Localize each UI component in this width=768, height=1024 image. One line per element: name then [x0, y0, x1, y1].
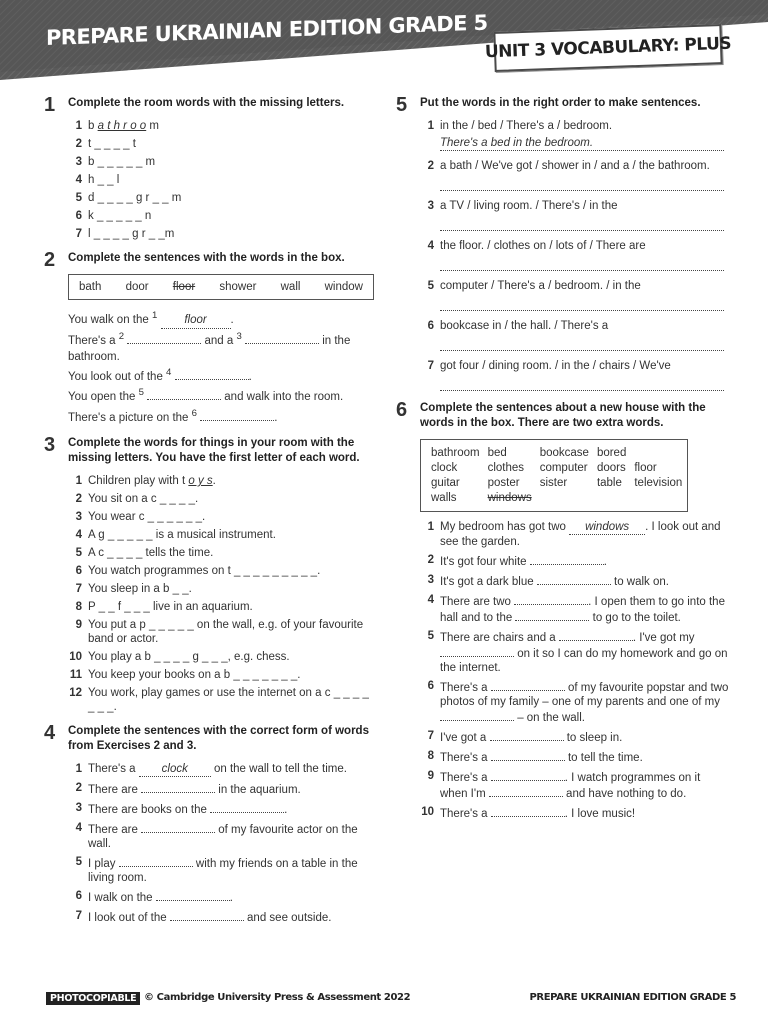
- text-segment: You walk on the: [68, 313, 152, 326]
- text-segment: and see outside.: [243, 912, 332, 925]
- example-answer-line: There's a bed in the bedroom.: [440, 136, 724, 151]
- answer-blank[interactable]: [515, 609, 589, 621]
- text-segment: There are: [88, 784, 142, 797]
- word-box-item: television: [634, 477, 683, 489]
- exercise-5: [396, 96, 730, 391]
- word-box-item: shower: [219, 281, 257, 293]
- item-text: [440, 593, 730, 625]
- exercise-items: [68, 474, 374, 714]
- gap-number: 3: [236, 331, 242, 343]
- answer-wrap: [420, 173, 730, 191]
- answer-blank[interactable]: [127, 332, 201, 344]
- item-number: 4: [75, 174, 82, 186]
- item-number: 3: [75, 511, 82, 524]
- exercise-number: 6: [396, 399, 408, 421]
- copyright-text: © Cambridge University Press & Assessment 2022: [144, 992, 411, 1003]
- word-box-item: poster: [487, 477, 520, 489]
- example-answer: clock: [139, 762, 211, 777]
- gap-number: 5: [138, 387, 144, 399]
- word-box-item: sister: [539, 477, 568, 489]
- item-number: 10: [421, 806, 434, 818]
- exercise-number: 5: [396, 94, 408, 116]
- list-item: [68, 762, 374, 777]
- list-item: [68, 474, 374, 488]
- text-segment: on it so I can do my homework and go on the internet.: [440, 648, 728, 674]
- list-item: [68, 546, 374, 560]
- item-text: [440, 805, 730, 821]
- text-segment: There's a picture on the: [68, 411, 192, 424]
- item-number: 2: [75, 138, 82, 150]
- list-item: [68, 510, 374, 524]
- text-segment: There's a: [88, 763, 139, 776]
- word-box-item: door: [125, 281, 149, 293]
- item-text: [88, 889, 374, 905]
- list-item: [420, 359, 730, 391]
- item-prefix: Children play with t: [88, 475, 189, 488]
- answer-wrap: [420, 213, 730, 231]
- item-text[interactable]: l _ _ _ _ g r _ _m: [88, 228, 175, 240]
- gapfill-line: [68, 350, 374, 366]
- item-text[interactable]: You put a p _ _ _ _ _ on the wall, e.g. of your favourite band or actor.: [88, 619, 364, 646]
- item-number: 11: [69, 669, 82, 682]
- text-segment: There's a: [440, 682, 491, 694]
- item-text[interactable]: b _ _ _ _ _ m: [88, 156, 156, 168]
- list-item: [420, 553, 730, 569]
- answer-blank[interactable]: [490, 729, 564, 741]
- list-item: [68, 137, 374, 151]
- answer-blank[interactable]: [440, 645, 514, 657]
- text-segment: I walk on the: [88, 892, 156, 905]
- gapfill-line: [68, 365, 374, 385]
- exercise-items: [68, 762, 374, 925]
- answer-wrap: [420, 293, 730, 311]
- answer-blank[interactable]: [119, 855, 193, 867]
- item-number: 4: [427, 240, 434, 252]
- item-prefix: b: [88, 120, 95, 132]
- answer-blank[interactable]: [200, 409, 274, 421]
- item-number: 3: [427, 574, 434, 586]
- item-text[interactable]: P _ _ f _ _ _ live in an aquarium.: [88, 601, 253, 614]
- item-number: 6: [427, 320, 434, 332]
- answer-blank[interactable]: [141, 781, 215, 793]
- list-item: [420, 279, 730, 311]
- word-box-item: doors: [596, 462, 626, 474]
- item-number: 8: [427, 750, 434, 762]
- text-segment: It's got a dark blue: [440, 576, 537, 588]
- word-box-item: bath: [79, 281, 102, 293]
- item-number: 10: [69, 651, 82, 664]
- text-segment: to tell the time.: [564, 752, 643, 764]
- list-item: [68, 855, 374, 885]
- answer-line[interactable]: [440, 256, 724, 271]
- exercise-instruction: Complete the sentences with the correct form of words from Exercises 2 and 3.: [68, 725, 369, 753]
- item-number: 1: [75, 120, 82, 132]
- text-segment: on the wall to tell the time.: [210, 763, 347, 776]
- word-box-item: wall: [280, 281, 301, 293]
- item-text: [440, 553, 730, 569]
- list-item: [420, 199, 730, 231]
- item-text[interactable]: You play a b _ _ _ _ g _ _ _, e.g. chess.: [88, 651, 290, 664]
- item-number: 12: [69, 687, 82, 700]
- item-text: got four / dining room. / in the / chairs / We've: [440, 360, 671, 372]
- list-item: [420, 629, 730, 675]
- item-number: 6: [75, 890, 82, 903]
- header-title: PREPARE UKRAINIAN EDITION GRADE 5: [46, 10, 488, 51]
- gap-number: 2: [118, 331, 125, 343]
- text-segment: .: [603, 556, 607, 568]
- word-box-item-used: windows: [487, 492, 532, 504]
- text-segment: There are chairs and a: [440, 632, 559, 644]
- list-item: [420, 769, 730, 801]
- item-text[interactable]: You wear c _ _ _ _ _ _.: [88, 511, 206, 524]
- example-answer: o y s: [188, 475, 213, 488]
- item-number: 3: [75, 156, 82, 168]
- list-item: [68, 582, 374, 596]
- list-item: [68, 889, 374, 905]
- gapfill-line: [68, 329, 374, 349]
- item-suffix: m: [149, 120, 159, 132]
- text-segment: .: [274, 411, 278, 424]
- text-segment: and a: [201, 335, 237, 348]
- list-item: [68, 686, 374, 714]
- item-number: 1: [427, 521, 434, 533]
- list-item: [420, 729, 730, 745]
- item-number: 2: [427, 160, 434, 172]
- answer-wrap: [420, 333, 730, 351]
- answer-blank[interactable]: [530, 553, 604, 565]
- text-segment: There's a: [68, 335, 119, 348]
- item-text[interactable]: d _ _ _ _ g r _ _ m: [88, 192, 182, 204]
- item-number: 5: [75, 856, 82, 869]
- list-item: [68, 492, 374, 506]
- answer-blank[interactable]: [491, 749, 565, 761]
- text-segment: I look out of the: [88, 912, 170, 925]
- word-box-item-used: floor: [172, 281, 196, 293]
- item-text[interactable]: A g _ _ _ _ _ is a musical instrument.: [88, 529, 276, 542]
- text-segment: .: [229, 892, 233, 905]
- exercise-number: 2: [44, 249, 56, 271]
- text-segment: of my favourite actor on the wall.: [88, 824, 358, 851]
- list-item: [68, 801, 374, 817]
- text-segment: . I watch programmes on it when I'm: [440, 772, 701, 800]
- item-text: the floor. / clothes on / lots of / There are: [440, 240, 646, 252]
- item-number: 6: [75, 565, 82, 578]
- list-item: [68, 191, 374, 205]
- item-text[interactable]: You sit on a c _ _ _ _.: [88, 493, 199, 506]
- footer-book-title: PREPARE UKRAINIAN EDITION GRADE 5: [529, 992, 736, 1003]
- list-item: [68, 909, 374, 925]
- exercise-items: [420, 119, 730, 391]
- exercise-instruction: Complete the room words with the missing letters.: [68, 97, 345, 109]
- item-number: 2: [75, 782, 82, 795]
- list-item: [68, 528, 374, 542]
- item-number: 4: [75, 529, 82, 542]
- list-item: [68, 173, 374, 187]
- gap-number: 4: [166, 367, 172, 379]
- item-text: [88, 801, 374, 817]
- item-text: [88, 855, 374, 885]
- example-answer: a t h r o o: [97, 120, 147, 132]
- item-text: [440, 520, 730, 549]
- exercise-items: [420, 520, 730, 821]
- word-box-item: clothes: [487, 462, 525, 474]
- list-item: [420, 239, 730, 271]
- word-box-item: bathroom: [431, 447, 480, 459]
- word-box: [420, 439, 688, 512]
- answer-blank[interactable]: [514, 593, 588, 605]
- photocopiable-label: PHOTOCOPIABLE: [46, 992, 140, 1005]
- item-text: bookcase in / the hall. / There's a: [440, 320, 609, 332]
- item-number: 6: [75, 210, 82, 222]
- answer-blank[interactable]: [440, 709, 514, 721]
- item-number: 5: [75, 192, 82, 204]
- text-segment: My bedroom has got two: [440, 521, 570, 533]
- right-column: [396, 96, 730, 831]
- list-item: [68, 209, 374, 223]
- text-segment: I've got a: [440, 732, 490, 744]
- list-item: [68, 781, 374, 797]
- item-number: 2: [427, 554, 434, 566]
- list-item: [420, 520, 730, 549]
- text-segment: There's a: [440, 808, 491, 820]
- exercise-number: 4: [44, 722, 56, 745]
- word-box-item: clock: [431, 462, 458, 474]
- text-segment: There's a: [440, 752, 491, 764]
- item-number: 1: [75, 475, 82, 488]
- list-item: [420, 679, 730, 725]
- text-segment: and have nothing to do.: [562, 788, 687, 800]
- exercise-number: 1: [44, 94, 56, 116]
- item-text[interactable]: You work, play games or use the internet on a c _ _ _ _ _ _ _.: [88, 687, 369, 714]
- item-text[interactable]: h _ _ l: [88, 174, 120, 186]
- item-number: 5: [427, 630, 434, 642]
- item-text: [440, 749, 730, 765]
- text-segment: to walk on.: [610, 576, 669, 588]
- item-number: 5: [427, 280, 434, 292]
- item-number: 9: [75, 619, 82, 632]
- gap-number: 6: [191, 407, 197, 419]
- item-number: 6: [427, 680, 434, 692]
- text-segment: in the: [319, 335, 351, 348]
- list-item: [420, 159, 730, 191]
- list-item: [68, 119, 374, 133]
- text-segment: I play: [88, 858, 119, 871]
- item-text: a TV / living room. / There's / in the: [440, 200, 618, 212]
- answer-blank[interactable]: [489, 785, 563, 797]
- list-item: [68, 227, 374, 241]
- item-text: [440, 573, 730, 589]
- text-segment: and walk into the room.: [221, 391, 344, 404]
- answer-blank[interactable]: [141, 821, 215, 833]
- answer-blank[interactable]: [491, 679, 565, 691]
- gapfill-paragraph: [68, 308, 374, 426]
- text-segment: You open the: [68, 391, 139, 404]
- word-box-item: window: [324, 281, 363, 293]
- answer-wrap: [420, 373, 730, 391]
- item-text[interactable]: You watch programmes on t _ _ _ _ _ _ _ _ _.: [88, 565, 321, 578]
- list-item: [68, 618, 374, 646]
- answer-blank[interactable]: [491, 769, 565, 781]
- item-number: 7: [427, 360, 434, 372]
- item-text: [440, 679, 730, 725]
- answer-line[interactable]: [440, 296, 724, 311]
- word-box-item: bored: [596, 447, 627, 459]
- answer-line[interactable]: [440, 216, 724, 231]
- answer-line[interactable]: [440, 376, 724, 391]
- left-column: [44, 96, 374, 935]
- gapfill-line: [68, 385, 374, 405]
- list-item: [420, 749, 730, 765]
- answer-wrap: [420, 133, 730, 151]
- text-segment: It's got four white: [440, 556, 530, 568]
- item-text: a bath / We've got / shower in / and a / the bathroom.: [440, 160, 710, 172]
- text-segment: . I've got my: [632, 632, 695, 644]
- exercise-1: [44, 96, 374, 241]
- answer-line[interactable]: [440, 336, 724, 351]
- example-answer: floor: [161, 313, 231, 330]
- item-suffix: .: [212, 475, 216, 488]
- text-segment: .: [248, 370, 252, 383]
- text-segment: There are: [88, 824, 142, 837]
- word-box: [68, 274, 374, 300]
- text-segment: to sleep in.: [563, 732, 623, 744]
- item-text[interactable]: You sleep in a b _ _.: [88, 583, 192, 596]
- item-number: 3: [75, 802, 82, 815]
- text-segment: of my favourite popstar and two photos of my family – one of my parents and one of my: [440, 682, 729, 708]
- text-segment: There are books on the: [88, 804, 211, 817]
- word-box-item: walls: [431, 492, 457, 504]
- answer-blank[interactable]: [491, 805, 565, 817]
- text-segment: in the aquarium.: [215, 784, 301, 797]
- word-box-item: floor: [634, 462, 657, 474]
- item-number: 3: [427, 200, 434, 212]
- exercise-instruction: Complete the words for things in your room with the missing letters. You have the first letter of each word.: [68, 437, 360, 465]
- item-number: 2: [75, 493, 82, 506]
- example-answer: windows: [569, 520, 645, 535]
- answer-line[interactable]: [440, 176, 724, 191]
- item-number: 8: [75, 601, 82, 614]
- word-box-item: [634, 446, 682, 460]
- text-segment: There are two: [440, 596, 515, 608]
- item-text[interactable]: A c _ _ _ _ tells the time.: [88, 547, 214, 560]
- item-text: [88, 474, 374, 488]
- word-box-item: bed: [487, 447, 507, 459]
- item-number: 1: [75, 763, 82, 776]
- answer-blank[interactable]: [156, 889, 230, 901]
- text-segment: . I love music!: [564, 808, 636, 820]
- list-item: [420, 119, 730, 151]
- item-number: 7: [427, 730, 434, 742]
- word-box-item: guitar: [431, 477, 460, 489]
- item-text: computer / There's a / bedroom. / in the: [440, 280, 641, 292]
- word-box-item: table: [596, 477, 622, 489]
- page-header: [0, 0, 768, 80]
- item-number: 7: [75, 583, 82, 596]
- item-number: 4: [75, 822, 82, 835]
- answer-blank[interactable]: [210, 801, 284, 813]
- item-number: 4: [427, 594, 434, 606]
- answer-blank[interactable]: [245, 332, 319, 344]
- answer-blank[interactable]: [175, 368, 249, 380]
- list-item: [68, 600, 374, 614]
- item-text: [88, 119, 374, 133]
- text-segment: – on the wall.: [514, 712, 585, 724]
- item-text: [88, 762, 374, 777]
- answer-blank[interactable]: [537, 573, 611, 585]
- item-text: in the / bed / There's a / bedroom.: [440, 120, 613, 132]
- unit-label-box: [484, 24, 732, 72]
- gap-number: 1: [151, 310, 158, 321]
- item-text: [440, 769, 730, 801]
- item-text: [88, 781, 374, 797]
- item-number: 7: [75, 228, 82, 240]
- item-text: [440, 729, 730, 745]
- list-item: [68, 155, 374, 169]
- exercise-instruction: Put the words in the right order to make sentences.: [420, 97, 701, 109]
- item-text: [88, 909, 374, 925]
- exercise-items: [68, 119, 374, 241]
- item-text[interactable]: t _ _ _ _ t: [88, 138, 136, 150]
- answer-blank[interactable]: [170, 909, 244, 921]
- unit-label: UNIT 3 VOCABULARY: PLUS: [484, 33, 732, 63]
- item-number: 5: [75, 547, 82, 560]
- exercise-2: [44, 251, 374, 426]
- text-segment: with my friends on a table in the living room.: [88, 858, 358, 885]
- text-segment: . I open them to go into the hall and to the: [440, 596, 725, 624]
- answer-blank[interactable]: [147, 388, 221, 400]
- text-segment: There's a: [440, 772, 491, 784]
- text-segment: .: [284, 804, 288, 817]
- list-item: [68, 821, 374, 851]
- list-item: [68, 650, 374, 664]
- text-segment: to go to the toilet.: [589, 612, 681, 624]
- exercise-instruction: Complete the sentences about a new house with the words in the box. There are two extra words.: [420, 402, 706, 429]
- exercise-4: [44, 724, 374, 925]
- item-text: [440, 629, 730, 675]
- exercise-6: [396, 401, 730, 821]
- word-box-item: computer: [539, 462, 588, 474]
- item-number: 9: [427, 770, 434, 782]
- item-text: [88, 821, 374, 851]
- list-item: [420, 593, 730, 625]
- exercise-3: [44, 436, 374, 714]
- list-item: [420, 319, 730, 351]
- list-item: [68, 668, 374, 682]
- answer-wrap: [420, 253, 730, 271]
- exercise-instruction: Complete the sentences with the words in the box.: [68, 252, 345, 264]
- text-segment: You look out of the: [68, 370, 167, 383]
- list-item: [68, 564, 374, 578]
- item-text[interactable]: k _ _ _ _ _ n: [88, 210, 152, 222]
- page-footer: [46, 992, 736, 1006]
- answer-blank[interactable]: [559, 629, 633, 641]
- item-text[interactable]: You keep your books on a b _ _ _ _ _ _ _.: [88, 669, 301, 682]
- text-segment: . I look out and see the garden.: [440, 521, 721, 548]
- gapfill-line: [68, 406, 374, 426]
- text-segment: bathroom.: [68, 350, 120, 363]
- list-item: [420, 805, 730, 821]
- list-item: [420, 573, 730, 589]
- item-number: 1: [427, 120, 434, 132]
- text-segment: .: [230, 313, 234, 326]
- item-number: 7: [75, 910, 82, 923]
- word-box-item: bookcase: [539, 447, 589, 459]
- exercise-number: 3: [44, 434, 56, 457]
- gapfill-line: [68, 308, 374, 329]
